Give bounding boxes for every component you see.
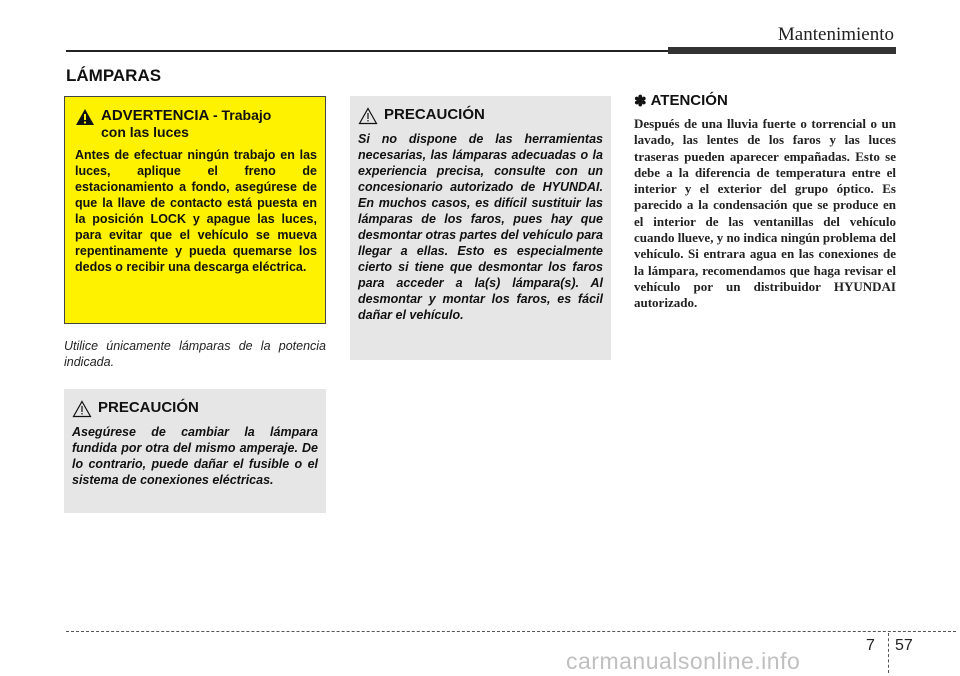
atencion-title-text: ATENCIÓN bbox=[650, 92, 728, 109]
warning-title-main: ADVERTENCIA bbox=[101, 107, 209, 124]
atencion-body: Después de una lluvia fuerte o torrencial o un lavado, las lentes de los faros y las luces traseras pueden aparecer empañadas. Esto se debe a la diferencia de temperatura entre el interior y el exterior del grupo óptico. Es parecido a la condensación que se produce en el interior de las ventanillas del vehículo cuando llueve, y no indica ningún problema del vehículo. Si entrara agua en las conexiones de la lámpara, recomendamos que haga revisar el vehículo por un distribuidor HYUNDAI autorizado. bbox=[634, 116, 896, 311]
warning-box bbox=[64, 96, 326, 324]
chapter-number: 7 bbox=[866, 637, 875, 654]
warning-title bbox=[101, 107, 271, 141]
caution-box-mid bbox=[350, 96, 611, 360]
header-title: Mantenimiento bbox=[777, 24, 894, 45]
caution-mid-body: Si no dispone de las herramientas necesarias, las lámparas adecuadas o la experiencia precisa, consulte con un concesionario autorizado de HYUNDAI. En muchos casos, es difícil sustituir las lámparas de los faros, pues hay que desmontar otras partes del vehículo para llegar a ellas. Esto es especialmente cierto si tiene que desmontar los faros para acceder a la(s) lámpara(s). Al desmontar y montar los faros, es fácil dañar el vehículo. bbox=[358, 132, 603, 322]
atencion-title bbox=[634, 92, 896, 110]
asterisk-icon: ✽ bbox=[634, 93, 647, 110]
header-bar bbox=[668, 47, 896, 54]
warning-subtitle: - Trabajo bbox=[212, 107, 272, 123]
warning-header bbox=[75, 107, 317, 141]
lamp-note: Utilice únicamente lámparas de la potencia indicada. bbox=[64, 339, 326, 369]
caution-left-title: PRECAUCIÓN bbox=[98, 399, 199, 416]
footer-divider bbox=[888, 633, 889, 673]
caution-mid-title: PRECAUCIÓN bbox=[384, 106, 485, 123]
atencion-section bbox=[634, 92, 896, 312]
caution-left-header bbox=[72, 399, 318, 418]
caution-left-body: Asegúrese de cambiar la lámpara fundida por otra del mismo amperaje. De lo contrario, puede dañar el fusible o el sistema de conexiones eléctricas. bbox=[72, 425, 318, 487]
warning-triangle-icon bbox=[75, 108, 95, 126]
page-number: 57 bbox=[895, 637, 913, 654]
section-title: LÁMPARAS bbox=[66, 66, 162, 85]
caution-mid-header bbox=[358, 106, 603, 125]
warning-subtitle-2: con las luces bbox=[101, 124, 189, 140]
caution-triangle-icon bbox=[72, 400, 92, 418]
caution-box-left bbox=[64, 389, 326, 513]
warning-body: Antes de efectuar ningún trabajo en las luces, aplique el freno de estacionamiento a fondo, asegúrese de que la llave de contacto está puesta en la posición LOCK y apague las luces, para evitar que el vehículo se mueva repentinamente y pueda quemarse los dedos o recibir una descarga eléctrica. bbox=[75, 148, 317, 274]
watermark: carmanualsonline.info bbox=[566, 648, 801, 674]
footer-rule bbox=[66, 631, 956, 632]
caution-triangle-icon bbox=[358, 107, 378, 125]
